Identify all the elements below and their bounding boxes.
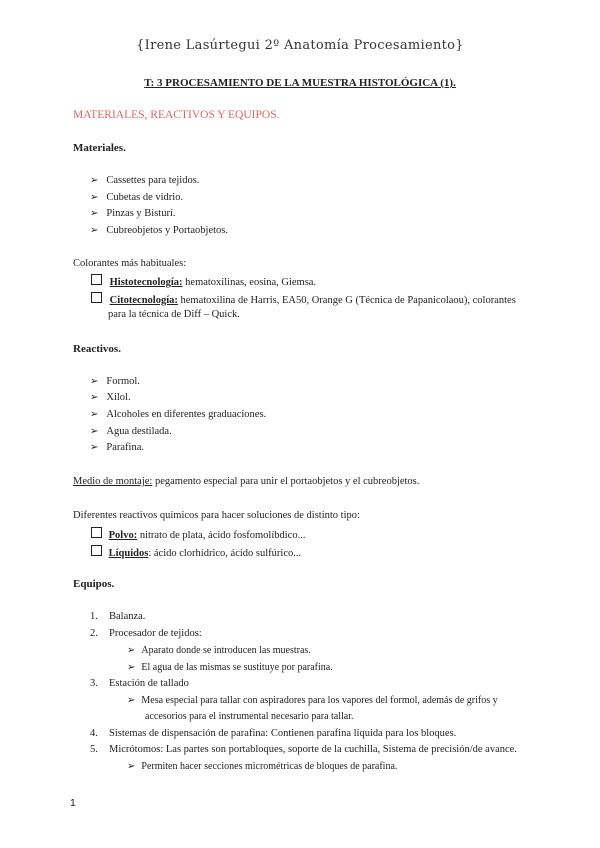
list-item: ➢ Agua destilada. — [90, 426, 172, 437]
list-item: ➢ Cubreobjetos y Portaobjetos. — [90, 225, 229, 236]
checkbox-item: Líquidos: ácido clorhídrico, ácido sulfúrico... — [91, 545, 301, 559]
arrow-bullet-icon: ➢ — [90, 426, 99, 437]
page-number: 1 — [70, 797, 76, 809]
checkbox-item-continuation: para la técnica de Diff – Quick. — [108, 309, 240, 320]
checkbox-icon — [91, 527, 102, 538]
sub-item: ➢ Mesa especial para tallar con aspiradores para los vapores del formol, además de grifos y — [127, 695, 498, 706]
page-header: {Irene Lasúrtegui 2º Anatomía Procesamiento} — [136, 38, 464, 53]
numbered-item: 5. Micrótomos: Las partes son portabloques, soporte de la cuchilla, Sistema de precisión/de avance. — [90, 744, 517, 755]
page-title: T: 3 PROCESAMIENTO DE LA MUESTRA HISTOLÓGICA (1). — [144, 77, 456, 89]
equipos-heading: Equipos. — [73, 578, 115, 590]
arrow-bullet-icon: ➢ — [127, 695, 136, 706]
arrow-bullet-icon: ➢ — [90, 192, 99, 203]
numbered-item: 1. Balanza. — [90, 611, 146, 622]
numbered-item: 2. Procesador de tejidos: — [90, 628, 202, 639]
checkbox-item: Polvo: nitrato de plata, ácido fosfomolíbdico... — [91, 527, 305, 541]
sub-item-continuation: accesorios para el instrumental necesario para tallar. — [145, 711, 354, 722]
arrow-bullet-icon: ➢ — [127, 645, 136, 656]
list-item: ➢ Formol. — [90, 376, 140, 387]
arrow-bullet-icon: ➢ — [90, 175, 99, 186]
arrow-bullet-icon: ➢ — [127, 662, 136, 673]
list-item: ➢ Alcoholes en diferentes graduaciones. — [90, 409, 267, 420]
sub-item: ➢ Aparato donde se introducen las muestras. — [127, 645, 311, 656]
list-item: ➢ Xilol. — [90, 392, 131, 403]
medio-montaje: Medio de montaje: pegamento especial para unir el portaobjetos y el cubreobjetos. — [73, 476, 420, 487]
checkbox-item: Citotecnología: hematoxilina de Harris, EA50, Orange G (Técnica de Papanicolaou), colorantes — [91, 292, 516, 306]
sub-item: ➢ Permiten hacer secciones micrométricas de bloques de parafina. — [127, 761, 398, 772]
checkbox-icon — [91, 274, 102, 285]
reactivos-intro: Diferentes reactivos químicos para hacer soluciones de distinto tipo: — [73, 510, 360, 521]
reactivos-heading: Reactivos. — [73, 343, 121, 355]
arrow-bullet-icon: ➢ — [90, 409, 99, 420]
arrow-bullet-icon: ➢ — [90, 392, 99, 403]
sub-item: ➢ El agua de las mismas se sustituye por parafina. — [127, 662, 333, 673]
list-item: ➢ Pinzas y Bisturí. — [90, 208, 176, 219]
checkbox-icon — [91, 545, 102, 556]
checkbox-icon — [91, 292, 102, 303]
list-item: ➢ Parafina. — [90, 442, 144, 453]
colorantes-intro: Colorantes más habituales: — [73, 258, 187, 269]
checkbox-item: Histotecnología: hematoxilinas, eosina, Giemsa. — [91, 274, 316, 288]
numbered-item: 4. Sistemas de dispensación de parafina: Contienen parafina líquida para los bloques. — [90, 728, 457, 739]
materiales-heading: Materiales. — [73, 142, 126, 154]
arrow-bullet-icon: ➢ — [90, 208, 99, 219]
arrow-bullet-icon: ➢ — [90, 225, 99, 236]
arrow-bullet-icon: ➢ — [90, 376, 99, 387]
list-item: ➢ Cubetas de vidrio. — [90, 192, 184, 203]
arrow-bullet-icon: ➢ — [127, 761, 136, 772]
section-heading: MATERIALES, REACTIVOS Y EQUIPOS. — [73, 109, 280, 121]
numbered-item: 3. Estación de tallado — [90, 678, 189, 689]
arrow-bullet-icon: ➢ — [90, 442, 99, 453]
list-item: ➢ Cassettes para tejidos. — [90, 175, 200, 186]
